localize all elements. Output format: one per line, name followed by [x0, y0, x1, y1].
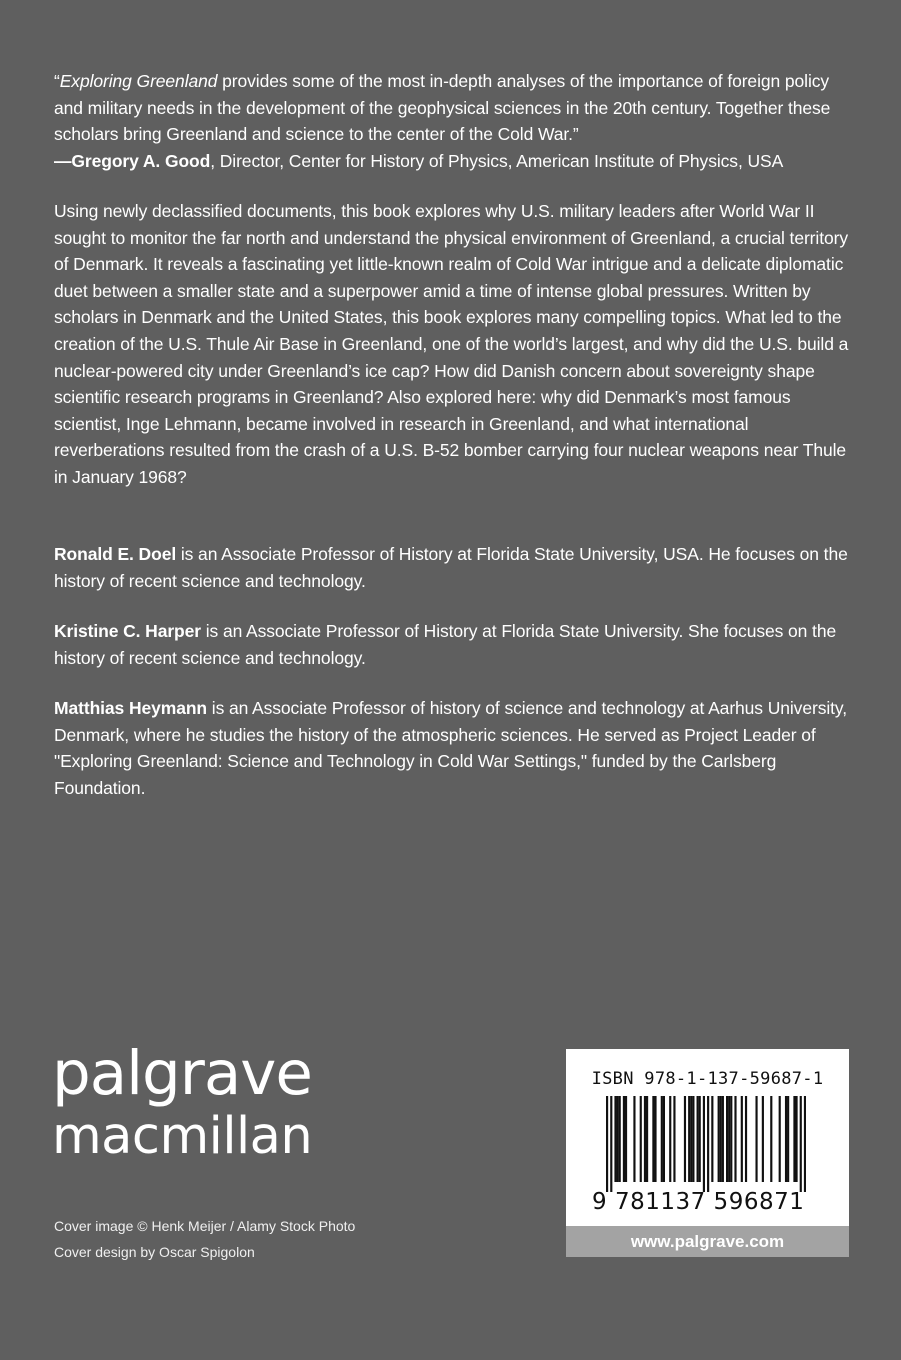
barcode-bar [688, 1096, 690, 1182]
quote-text: provides some of the most in-depth analyses of the importance of foreign policy and military needs in the development of the geophysical sciences in the 20th century. Together these scholars bring Greenland and science to the center of the Cold War.” [54, 71, 831, 145]
author-name: Ronald E. Doel [54, 544, 177, 564]
barcode-bar [669, 1096, 671, 1182]
barcode-bar [684, 1096, 686, 1182]
author-bio-text: is an Associate Professor of history of science and technology at Aarhus University, Denmark, where he studies the history of the atmospheric sciences. He served as Project Leader of "Exploring Greenland: Science and Technology in Cold War Settings," funded by the Carlsberg Foundation. [54, 698, 848, 798]
barcode-bar [720, 1096, 722, 1182]
publisher-logo [52, 1040, 312, 1166]
barcode-bar [699, 1096, 701, 1182]
barcode-bar [640, 1096, 642, 1182]
barcode-bars [606, 1096, 806, 1192]
barcode-bar [623, 1096, 625, 1182]
barcode-bar [762, 1096, 764, 1182]
author-bio-text: is an Associate Professor of History at Florida State University, USA. He focuses on the history of recent science and technology. [54, 544, 848, 591]
barcode-bar [617, 1096, 619, 1182]
barcode-bar [610, 1096, 612, 1192]
barcode-bar [646, 1096, 648, 1182]
barcode-bar [614, 1096, 616, 1182]
barcode-bar [804, 1096, 806, 1192]
barcode-bar [697, 1096, 699, 1182]
quote-attribution-name: —Gregory A. Good [54, 150, 211, 171]
author-bio-heymann [54, 695, 854, 801]
barcode-digits: 9 781137 596871 [592, 1189, 805, 1215]
barcode-bar [779, 1096, 781, 1182]
barcode-bar [795, 1096, 797, 1182]
barcode-bar [755, 1096, 757, 1182]
barcode-bar [663, 1096, 665, 1182]
author-name: Kristine C. Harper [54, 621, 201, 641]
barcode-bar [726, 1096, 728, 1182]
quote-open-mark: “ [54, 71, 60, 91]
barcode-bar [785, 1096, 787, 1182]
isbn-barcode-box [566, 1049, 849, 1257]
barcode-bar [692, 1096, 694, 1182]
barcode-bar [734, 1096, 736, 1182]
publisher-logo-line1: palgrave [52, 1038, 312, 1109]
barcode-bar [745, 1096, 747, 1182]
barcode-bar [652, 1096, 654, 1182]
book-description: Using newly declassified documents, this book explores why U.S. military leaders after World War II sought to monitor the far north and understand the physical environment of Greenland, a crucial territory of Denmark. It reveals a fascinating yet little-known realm of Cold War intrigue and a delicate diplomatic duet between a smaller state and a superpower amid a time of intense global pressures. Written by scholars in Denmark and the United States, this book explores many compelling topics. What led to the creation of the U.S. Thule Air Base in Greenland, one of the world’s largest, and why did the U.S. build a nuclear-powered city under Greenland’s ice cap? How did Danish concern about sovereignty shape scientific research programs in Greenland? Also explored here: why did Denmark’s most famous scientist, Inge Lehmann, became involved in research in Greenland, and what international reverberations resulted from the crash of a U.S. B-52 bomber carrying four nuclear weapons near Thule in January 1968? [54, 201, 849, 487]
barcode-bar [654, 1096, 656, 1182]
cover-image-credit: Cover image © Henk Meijer / Alamy Stock Photo [54, 1218, 356, 1234]
barcode-bar [690, 1096, 692, 1182]
barcode-bar [730, 1096, 732, 1182]
barcode-bar [770, 1096, 772, 1182]
barcode-bar [787, 1096, 789, 1182]
quote-book-title: Exploring Greenland [59, 71, 218, 91]
author-bio-doel [54, 541, 854, 594]
barcode-bar [718, 1096, 720, 1182]
isbn-label: ISBN 978-1-137-59687-1 [591, 1069, 824, 1089]
barcode-bar [619, 1096, 621, 1182]
barcode-bar [728, 1096, 730, 1182]
publisher-website: www.palgrave.com [566, 1226, 849, 1257]
cover-design-credit: Cover design by Oscar Spigolon [54, 1244, 255, 1260]
barcode-bar [703, 1096, 705, 1192]
barcode-bar [707, 1096, 709, 1192]
barcode-bar [711, 1096, 713, 1182]
barcode-bar [673, 1096, 675, 1182]
quote-attribution-details: , Director, Center for History of Physics, American Institute of Physics, USA [210, 150, 784, 171]
barcode-bar [722, 1096, 724, 1182]
author-bio-text: is an Associate Professor of History at Florida State University. She focuses on the history of recent science and technology. [54, 621, 837, 668]
barcode-bar [741, 1096, 743, 1182]
barcode-bar [793, 1096, 795, 1182]
barcode-bar [661, 1096, 663, 1182]
barcode-bar [644, 1096, 646, 1182]
endorsement-quote [54, 68, 854, 174]
publisher-logo-line2: macmillan [52, 1107, 313, 1166]
cover-credits [54, 1213, 355, 1265]
author-bio-harper [54, 618, 854, 671]
barcode-bar [606, 1096, 608, 1192]
author-name: Matthias Heymann [54, 698, 208, 718]
barcode-bar [625, 1096, 627, 1182]
barcode-bar [633, 1096, 635, 1182]
barcode-bar [800, 1096, 802, 1192]
